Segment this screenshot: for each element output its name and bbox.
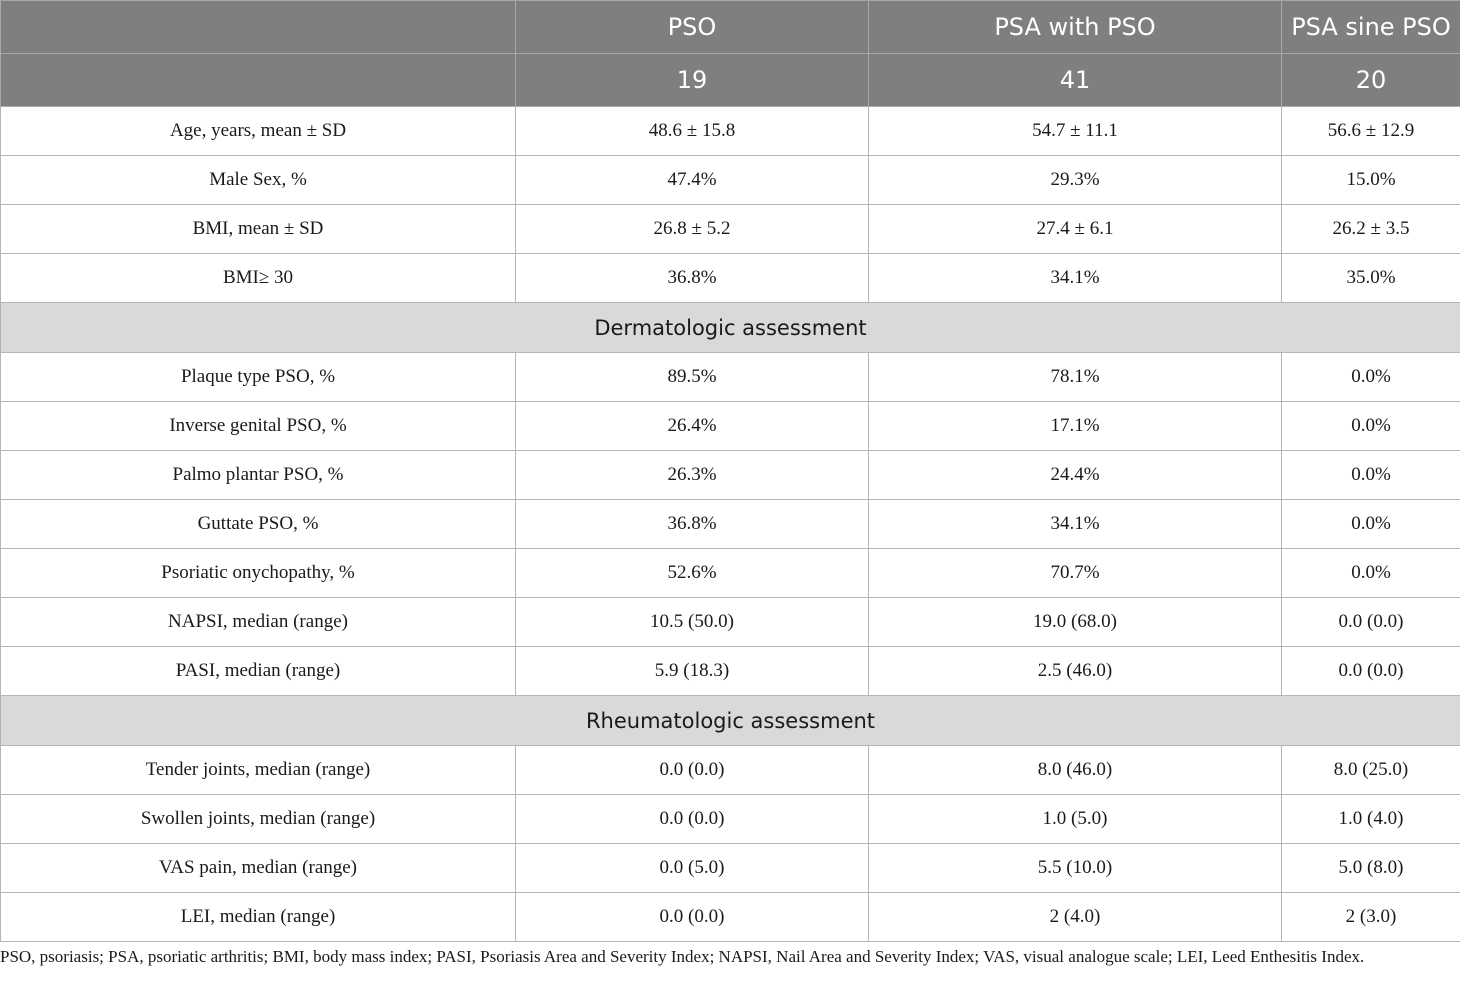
table-row-napsi bbox=[1, 598, 1460, 647]
table-row-male-sex bbox=[1, 156, 1460, 205]
table-row-inverse-genital bbox=[1, 402, 1460, 451]
cell-psa-sine-pso: 35.0% bbox=[1282, 254, 1460, 303]
section-title-rheumatologic: Rheumatologic assessment bbox=[1, 696, 1460, 746]
row-label: BMI≥ 30 bbox=[1, 254, 516, 303]
row-label: Inverse genital PSO, % bbox=[1, 402, 516, 451]
row-label: NAPSI, median (range) bbox=[1, 598, 516, 647]
table-row-bmi-30 bbox=[1, 254, 1460, 303]
cell-psa-sine-pso: 0.0% bbox=[1282, 402, 1460, 451]
header-count-pso: 19 bbox=[516, 54, 869, 107]
cell-pso: 5.9 (18.3) bbox=[516, 647, 869, 696]
row-label: Tender joints, median (range) bbox=[1, 746, 516, 795]
cell-psa-sine-pso: 0.0% bbox=[1282, 451, 1460, 500]
header-pso: PSO bbox=[516, 1, 869, 54]
header-row-groups bbox=[1, 1, 1460, 54]
cell-psa-sine-pso: 5.0 (8.0) bbox=[1282, 844, 1460, 893]
cell-pso: 36.8% bbox=[516, 254, 869, 303]
cell-pso: 0.0 (0.0) bbox=[516, 893, 869, 942]
cell-psa-sine-pso: 1.0 (4.0) bbox=[1282, 795, 1460, 844]
cell-psa-sine-pso: 0.0 (0.0) bbox=[1282, 598, 1460, 647]
cell-psa-with-pso: 29.3% bbox=[869, 156, 1282, 205]
cell-pso: 52.6% bbox=[516, 549, 869, 598]
cell-pso: 26.8 ± 5.2 bbox=[516, 205, 869, 254]
cell-psa-with-pso: 70.7% bbox=[869, 549, 1282, 598]
header-count-psa-with-pso: 41 bbox=[869, 54, 1282, 107]
cell-psa-with-pso: 34.1% bbox=[869, 254, 1282, 303]
row-label: PASI, median (range) bbox=[1, 647, 516, 696]
cell-psa-with-pso: 2.5 (46.0) bbox=[869, 647, 1282, 696]
row-label: BMI, mean ± SD bbox=[1, 205, 516, 254]
cell-pso: 0.0 (5.0) bbox=[516, 844, 869, 893]
cell-psa-sine-pso: 0.0% bbox=[1282, 353, 1460, 402]
cell-psa-sine-pso: 8.0 (25.0) bbox=[1282, 746, 1460, 795]
cell-psa-with-pso: 78.1% bbox=[869, 353, 1282, 402]
cell-psa-sine-pso: 0.0% bbox=[1282, 549, 1460, 598]
table-row-pasi bbox=[1, 647, 1460, 696]
table-row-vas-pain bbox=[1, 844, 1460, 893]
cell-psa-sine-pso: 56.6 ± 12.9 bbox=[1282, 107, 1460, 156]
row-label: Psoriatic onychopathy, % bbox=[1, 549, 516, 598]
cell-psa-with-pso: 1.0 (5.0) bbox=[869, 795, 1282, 844]
table-row-plaque bbox=[1, 353, 1460, 402]
cell-pso: 47.4% bbox=[516, 156, 869, 205]
table-row-palmo-plantar bbox=[1, 451, 1460, 500]
table-row-onychopathy bbox=[1, 549, 1460, 598]
cell-psa-with-pso: 5.5 (10.0) bbox=[869, 844, 1282, 893]
header-psa-with-pso: PSA with PSO bbox=[869, 1, 1282, 54]
cell-psa-with-pso: 54.7 ± 11.1 bbox=[869, 107, 1282, 156]
table-row-age bbox=[1, 107, 1460, 156]
cell-psa-sine-pso: 26.2 ± 3.5 bbox=[1282, 205, 1460, 254]
row-label: Palmo plantar PSO, % bbox=[1, 451, 516, 500]
row-label: Male Sex, % bbox=[1, 156, 516, 205]
section-row-dermatologic bbox=[1, 303, 1460, 353]
cell-pso: 10.5 (50.0) bbox=[516, 598, 869, 647]
cell-pso: 89.5% bbox=[516, 353, 869, 402]
row-label: LEI, median (range) bbox=[1, 893, 516, 942]
cell-psa-with-pso: 2 (4.0) bbox=[869, 893, 1282, 942]
row-label: Swollen joints, median (range) bbox=[1, 795, 516, 844]
cell-psa-with-pso: 34.1% bbox=[869, 500, 1282, 549]
table-row-guttate bbox=[1, 500, 1460, 549]
cell-psa-with-pso: 17.1% bbox=[869, 402, 1282, 451]
cell-psa-sine-pso: 0.0 (0.0) bbox=[1282, 647, 1460, 696]
table-row-lei bbox=[1, 893, 1460, 942]
cell-psa-sine-pso: 0.0% bbox=[1282, 500, 1460, 549]
header-count-psa-sine-pso: 20 bbox=[1282, 54, 1460, 107]
cell-pso: 26.3% bbox=[516, 451, 869, 500]
cell-pso: 48.6 ± 15.8 bbox=[516, 107, 869, 156]
row-label: Plaque type PSO, % bbox=[1, 353, 516, 402]
header-corner-cell bbox=[1, 1, 516, 54]
table-row-tender-joints bbox=[1, 746, 1460, 795]
row-label: VAS pain, median (range) bbox=[1, 844, 516, 893]
row-label: Age, years, mean ± SD bbox=[1, 107, 516, 156]
cell-pso: 26.4% bbox=[516, 402, 869, 451]
header-count-corner bbox=[1, 54, 516, 107]
cell-pso: 0.0 (0.0) bbox=[516, 795, 869, 844]
cell-pso: 0.0 (0.0) bbox=[516, 746, 869, 795]
header-psa-sine-pso: PSA sine PSO bbox=[1282, 1, 1460, 54]
table-footnote: PSO, psoriasis; PSA, psoriatic arthritis; BMI, body mass index; PASI, Psoriasis Area and Severity Index; NAPSI, Nail Area and Severity Index; VAS, visual analogue scale; LEI, Leed Enthesitis Index. bbox=[0, 947, 1365, 966]
cell-psa-sine-pso: 2 (3.0) bbox=[1282, 893, 1460, 942]
cell-psa-sine-pso: 15.0% bbox=[1282, 156, 1460, 205]
header-row-counts bbox=[1, 54, 1460, 107]
table-row-swollen-joints bbox=[1, 795, 1460, 844]
section-title-dermatologic: Dermatologic assessment bbox=[1, 303, 1460, 353]
cell-pso: 36.8% bbox=[516, 500, 869, 549]
cell-psa-with-pso: 8.0 (46.0) bbox=[869, 746, 1282, 795]
row-label: Guttate PSO, % bbox=[1, 500, 516, 549]
table-row-bmi bbox=[1, 205, 1460, 254]
cell-psa-with-pso: 19.0 (68.0) bbox=[869, 598, 1282, 647]
cell-psa-with-pso: 24.4% bbox=[869, 451, 1282, 500]
cell-psa-with-pso: 27.4 ± 6.1 bbox=[869, 205, 1282, 254]
section-row-rheumatologic bbox=[1, 696, 1460, 746]
